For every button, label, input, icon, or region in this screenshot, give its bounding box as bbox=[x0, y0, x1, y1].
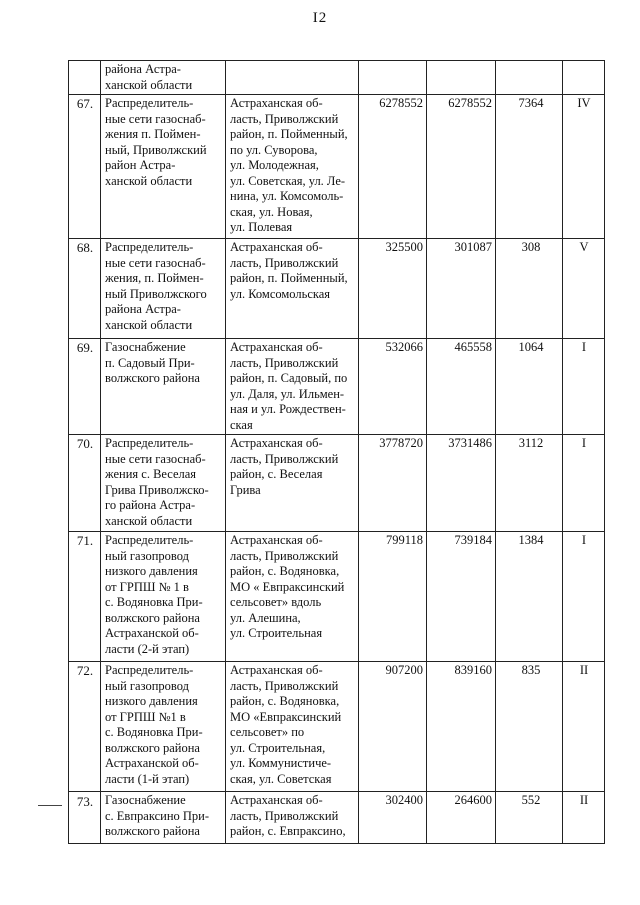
object-name: Распределитель- ный газопровод низкого давления от ГРПШ №1 в с. Водяновка При- волжского района Астраханской об- ласти (1-й этап) bbox=[101, 662, 226, 792]
object-name: Газоснабжение с. Евпраксино При- волжского района bbox=[101, 792, 226, 844]
value-2 bbox=[427, 61, 496, 95]
value-2: 839160 bbox=[427, 662, 496, 792]
value-2: 465558 bbox=[427, 339, 496, 435]
row-number: 68. bbox=[69, 239, 101, 339]
object-address: Астраханская об- ласть, Приволжский район, п. Пойменный, ул. Комсомольская bbox=[226, 239, 359, 339]
objects-table bbox=[68, 60, 605, 844]
object-name: Распределитель- ный газопровод низкого давления от ГРПШ № 1 в с. Водяновка При- волжского района Астраханской об- ласти (2-й этап) bbox=[101, 532, 226, 662]
value-1: 302400 bbox=[359, 792, 427, 844]
value-2: 739184 bbox=[427, 532, 496, 662]
category: I bbox=[563, 435, 605, 532]
table-row bbox=[69, 662, 605, 792]
object-address bbox=[226, 61, 359, 95]
value-1: 907200 bbox=[359, 662, 427, 792]
value-3: 1064 bbox=[496, 339, 563, 435]
row-number: 69. bbox=[69, 339, 101, 435]
table-row bbox=[69, 532, 605, 662]
table-row bbox=[69, 61, 605, 95]
value-3: 1384 bbox=[496, 532, 563, 662]
row-number: 72. bbox=[69, 662, 101, 792]
value-3: 7364 bbox=[496, 95, 563, 239]
row-number: 70. bbox=[69, 435, 101, 532]
value-3: 552 bbox=[496, 792, 563, 844]
row-number: 71. bbox=[69, 532, 101, 662]
margin-dash-mark bbox=[38, 805, 62, 806]
value-2: 3731486 bbox=[427, 435, 496, 532]
object-name: района Астра- ханской области bbox=[101, 61, 226, 95]
value-1: 532066 bbox=[359, 339, 427, 435]
table-row bbox=[69, 792, 605, 844]
value-2: 264600 bbox=[427, 792, 496, 844]
value-2: 6278552 bbox=[427, 95, 496, 239]
object-address: Астраханская об- ласть, Приволжский район, с. Водяновка, МО « Евпраксинский сельсовет» вдоль ул. Алешина, ул. Строительная bbox=[226, 532, 359, 662]
page-number: I2 bbox=[312, 10, 328, 26]
value-1: 799118 bbox=[359, 532, 427, 662]
row-number: 67. bbox=[69, 95, 101, 239]
row-number bbox=[69, 61, 101, 95]
category: II bbox=[563, 662, 605, 792]
value-3: 835 bbox=[496, 662, 563, 792]
category bbox=[563, 61, 605, 95]
object-name: Распределитель- ные сети газоснаб- жения с. Веселая Грива Приволжско- го района Астра- ханской области bbox=[101, 435, 226, 532]
table-row bbox=[69, 339, 605, 435]
category: I bbox=[563, 532, 605, 662]
category: I bbox=[563, 339, 605, 435]
object-address: Астраханская об- ласть, Приволжский район, с. Веселая Грива bbox=[226, 435, 359, 532]
value-2: 301087 bbox=[427, 239, 496, 339]
object-name: Распределитель- ные сети газоснаб- жения п. Поймен- ный, Приволжский район Астра- ханской области bbox=[101, 95, 226, 239]
value-3: 308 bbox=[496, 239, 563, 339]
table-row bbox=[69, 239, 605, 339]
row-number: 73. bbox=[69, 792, 101, 844]
category: II bbox=[563, 792, 605, 844]
object-address: Астраханская об- ласть, Приволжский район, п. Садовый, по ул. Даля, ул. Ильмен- ная и ул. Рождествен- ская bbox=[226, 339, 359, 435]
value-1 bbox=[359, 61, 427, 95]
value-1: 325500 bbox=[359, 239, 427, 339]
category: IV bbox=[563, 95, 605, 239]
object-name: Газоснабжение п. Садовый При- волжского района bbox=[101, 339, 226, 435]
object-name: Распределитель- ные сети газоснаб- жения, п. Поймен- ный Приволжского района Астра- ханской области bbox=[101, 239, 226, 339]
table-row bbox=[69, 95, 605, 239]
value-1: 3778720 bbox=[359, 435, 427, 532]
value-3: 3112 bbox=[496, 435, 563, 532]
category: V bbox=[563, 239, 605, 339]
table-row bbox=[69, 435, 605, 532]
object-address: Астраханская об- ласть, Приволжский район, с. Евпраксино, bbox=[226, 792, 359, 844]
value-3 bbox=[496, 61, 563, 95]
object-address: Астраханская об- ласть, Приволжский район, п. Пойменный, по ул. Суворова, ул. Молодежная, ул. Советская, ул. Ле- нина, ул. Комсомоль- ская, ул. Новая, ул. Полевая bbox=[226, 95, 359, 239]
object-address: Астраханская об- ласть, Приволжский район, с. Водяновка, МО «Евпраксинский сельсовет» по ул. Строительная, ул. Коммунистиче- ская, ул. Советская bbox=[226, 662, 359, 792]
value-1: 6278552 bbox=[359, 95, 427, 239]
